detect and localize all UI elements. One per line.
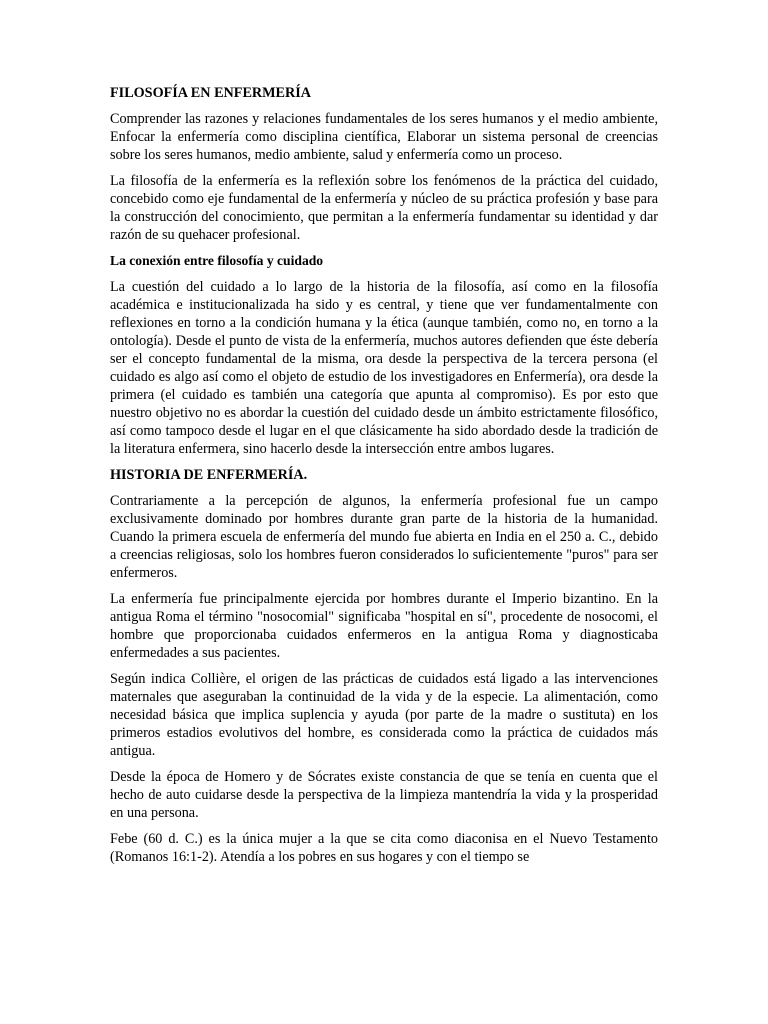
paragraph-care-question: La cuestión del cuidado a lo largo de la historia de la filosofía, así como en la filosofía académica e institucionalizada ha sido y es central, y tiene que ver fundamentalmente con reflexiones en torno a la condición humana y la ética (aunque también, como no, en torno a la ontología). Desde el punto de vista de la enfermería, muchos autores defienden que éste debería ser el concepto fundamental de la misma, ora desde la perspectiva de la tercera persona (el cuidado es algo así como el objeto de estudio de los investigadores en Enfermería), ora desde la primera (el cuidado es también una categoría que apunta al compromiso). Es por esto que nuestro objetivo no es abordar la cuestión del cuidado desde un ámbito estrictamente filosófico, así como tampoco desde el lugar en el que clásicamente ha sido abordado desde la tradición de la literatura enfermera, sino hacerlo desde la intersección entre ambos lugares. (110, 279, 658, 457)
section-heading-history: HISTORIA DE ENFERMERÍA. (110, 467, 308, 483)
paragraph-homer-socrates: Desde la época de Homero y de Sócrates existe constancia de que se tenía en cuenta que el hecho de auto cuidarse desde la perspectiva de la limpieza mantendría la vida y la prosperidad en una persona. (110, 769, 658, 821)
paragraph-febe: Febe (60 d. C.) es la única mujer a la que se cita como diaconisa en el Nuevo Testamento (Romanos 16:1-2). Atendía a los pobres en sus hogares y con el tiempo se (110, 831, 658, 865)
paragraph-history-men: Contrariamente a la percepción de algunos, la enfermería profesional fue un campo exclusivamente dominado por hombres durante gran parte de la historia de la humanidad. Cuando la primera escuela de enfermería del mundo fue abierta en India en el 250 a. C., debido a creencias religiosas, solo los hombres fueron considerados lo suficientemente "puros" para ser enfermeros. (110, 493, 658, 581)
document-page (110, 84, 658, 874)
paragraph-byzantine: La enfermería fue principalmente ejercida por hombres durante el Imperio bizantino. En la antigua Roma el término "nosocomial" significaba "hospital en sí", procedente de nosocomi, el hombre que proporcionaba cuidados enfermeros en la antigua Roma y diagnosticaba enfermedades a sus pacientes. (110, 591, 658, 661)
paragraph-colliere: Según indica Collière, el origen de las prácticas de cuidados está ligado a las intervenciones maternales que aseguraban la continuidad de la vida y de la especie. La alimentación, como necesidad básica que implica suplencia y ayuda (por parte de la madre o sustituta) en los primeros estadios evolutivos del hombre, es considerada como la práctica de cuidados más antigua. (110, 671, 658, 759)
section-heading-philosophy-care: La conexión entre filosofía y cuidado (110, 253, 324, 268)
document-title: FILOSOFÍA EN ENFERMERÍA (110, 85, 312, 101)
paragraph-intro: Comprender las razones y relaciones fundamentales de los seres humanos y el medio ambiente, Enfocar la enfermería como disciplina científica, Elaborar un sistema personal de creencias sobre los seres humanos, medio ambiente, salud y enfermería como un proceso. (110, 111, 658, 163)
paragraph-definition: La filosofía de la enfermería es la reflexión sobre los fenómenos de la práctica del cuidado, concebido como eje fundamental de la enfermería y núcleo de su práctica profesión y base para la construcción del conocimiento, que permitan a la enfermería fundamentar su identidad y dar razón de su quehacer profesional. (110, 173, 658, 243)
